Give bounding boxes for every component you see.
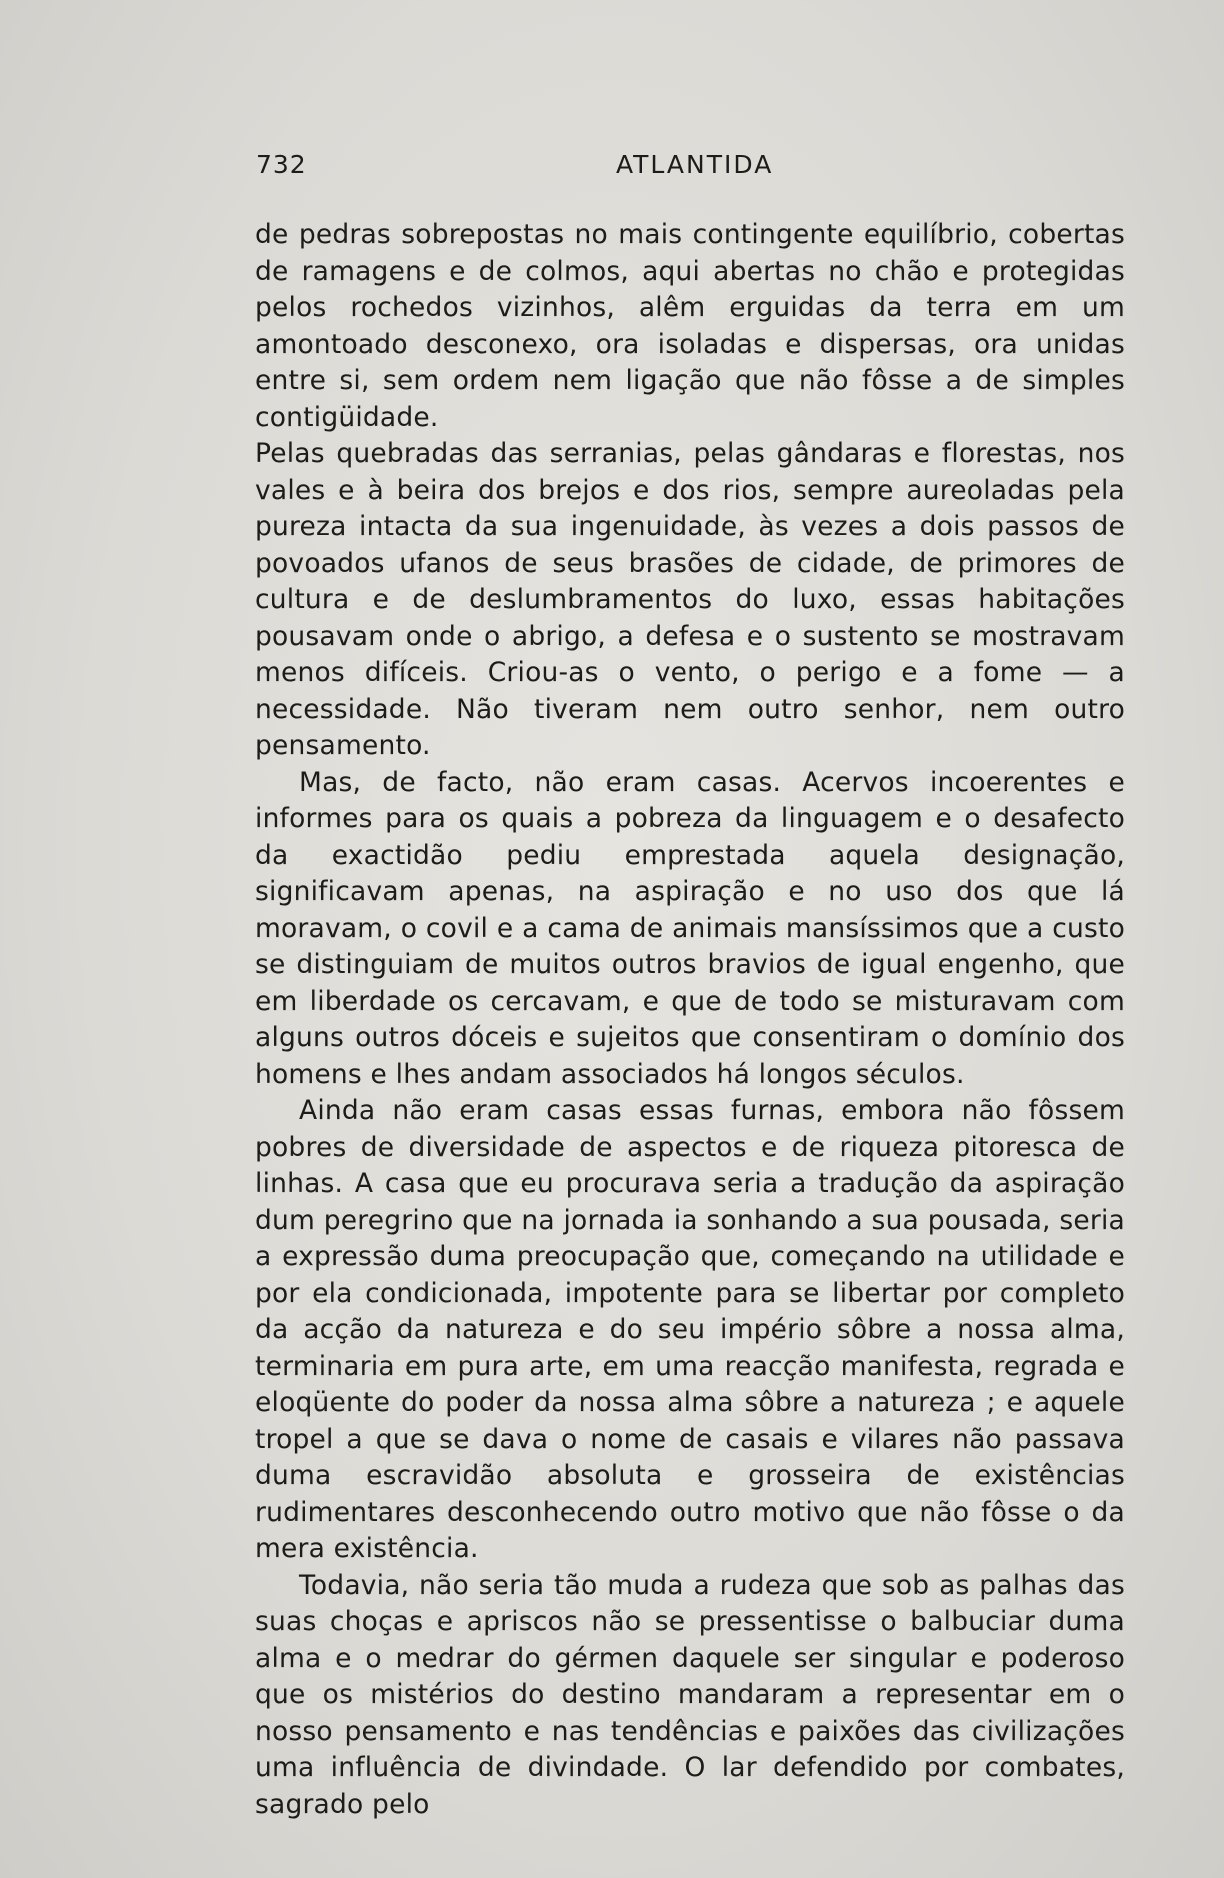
paragraph: Mas, de facto, não eram casas. Acervos incoerentes e informes para os quais a pobreza da linguagem e o desafecto da exactidão pediu emprestada aquela designação, significavam apenas, na aspiração e no uso dos que lá moravam, o covil e a cama de animais mansíssimos que a custo se distinguiam de muitos outros bravios de igual engenho, que em liberdade os cercavam, e que de todo se misturavam com alguns outros dóceis e sujeitos que consentiram o domínio dos homens e lhes andam associados há longos séculos. bbox=[255, 766, 1125, 1090]
paragraph: Pelas quebradas das serranias, pelas gândaras e florestas, nos vales e à beira dos brejos e dos rios, sempre aureoladas pela pureza intacta da sua ingenuidade, às vezes a dois passos de povoados ufanos de seus brasões de cidade, de primores de cultura e de deslumbramentos do luxo, essas habitações pousavam onde o abrigo, a defesa e o sustento se mostravam menos difíceis. Criou-as o vento, o perigo e a fome — a necessidade. Não tiveram nem outro senhor, nem outro pensamento. bbox=[255, 438, 1125, 761]
paragraph: de pedras sobrepostas no mais contingente equilíbrio, cobertas de ramagens e de colmos, aqui abertas no chão e protegidas pelos rochedos vizinhos, alêm erguidas da terra em um amontoado desconexo, ora isoladas e dispersas, ora unidas entre si, sem ordem nem ligação que não fôsse a de simples contigüidade. bbox=[255, 219, 1125, 433]
running-title: ATLANTIDA bbox=[616, 150, 774, 179]
body-text bbox=[255, 217, 1125, 1823]
paragraph: Ainda não eram casas essas furnas, embora não fôssem pobres de diversidade de aspectos e de riqueza pitoresca de linhas. A casa que eu procurava seria a tradução da aspiração dum peregrino que na jornada ia sonhando a sua pousada, seria a expressão duma preocupação que, começando na utilidade e por ela condicionada, impotente para se libertar por completo da acção da natureza e do seu império sôbre a nossa alma, terminaria em pura arte, em uma reacção manifesta, regrada e eloqüente do poder da nossa alma sôbre a natureza ; e aquele tropel a que se dava o nome de casais e vilares não passava duma escravidão absoluta e grosseira de existências rudimentares desconhecendo outro motivo que não fôsse o da mera existência. bbox=[255, 1095, 1125, 1564]
running-header bbox=[256, 150, 1126, 190]
page-number: 732 bbox=[256, 150, 307, 179]
paragraph: Todavia, não seria tão muda a rudeza que sob as palhas das suas choças e apriscos não se pressentisse o balbuciar duma alma e o medrar do gérmen daquele ser singular e poderoso que os mistérios do destino mandaram a representar em o nosso pensamento e nas tendências e paixões das civilizações uma influência de divindade. O lar defendido por combates, sagrado pelo bbox=[255, 1569, 1125, 1820]
